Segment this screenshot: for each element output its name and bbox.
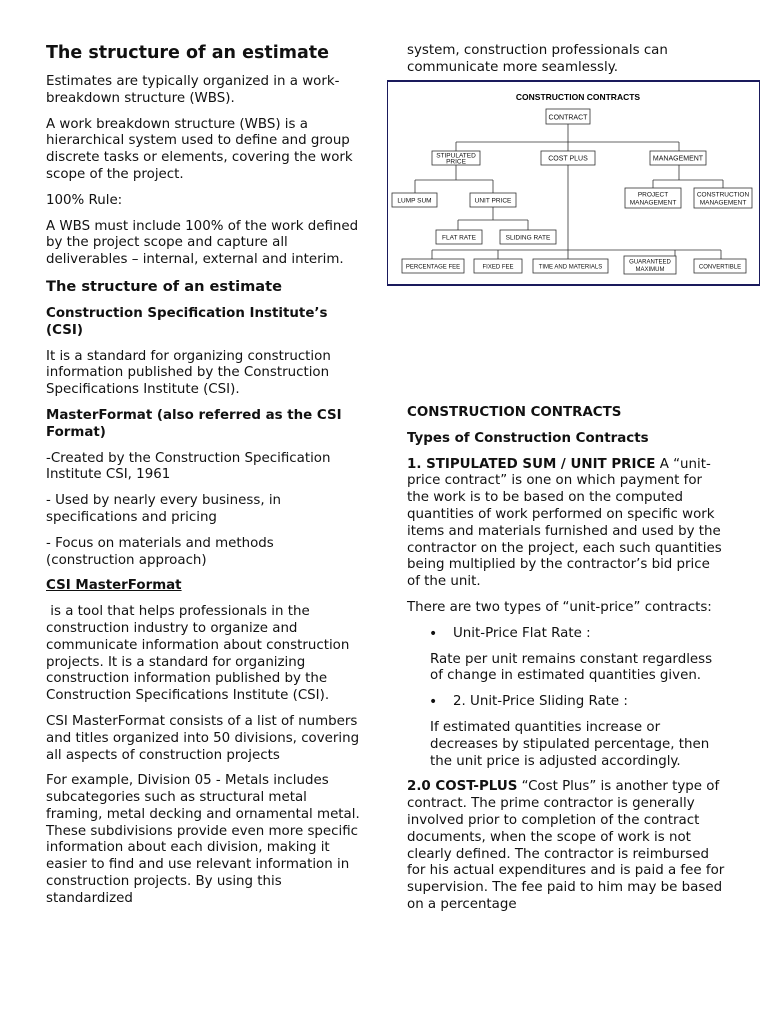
node-flat-rate: FLAT RATE — [442, 234, 476, 242]
right-column-body — [407, 405, 725, 923]
paragraph: Rate per unit remains constant regardless of change in estimated quantities given. — [430, 651, 713, 684]
node-unit-price: UNIT PRICE — [474, 197, 512, 205]
section-title: The structure of an estimate — [46, 277, 283, 295]
bullet-icon: • — [429, 694, 438, 711]
paragraph: -Created by the Construction Specification Institute CSI, 1961 — [46, 450, 331, 483]
node-project-management: PROJECT — [637, 191, 669, 199]
node-stipulated-price: STIPULATED — [436, 152, 476, 160]
paragraph: There are two types of “unit-price” contracts: — [407, 599, 712, 615]
node-percentage-fee: PERCENTAGE FEE — [405, 264, 461, 271]
paragraph: For example, Division 05 - Metals includes subcategories such as structural metal framing, metal decking and ornamental metal. These subdivisions provide even more specific information about each division, making it easier to find and use relevant information in construction projects. By using this standardized — [46, 773, 360, 906]
node-contract: CONTRACT — [548, 114, 588, 122]
bullet-item — [407, 694, 725, 711]
stipulated-sum-heading: 1. STIPULATED SUM / UNIT PRICE — [407, 456, 656, 472]
paragraph: 100% Rule: — [46, 192, 123, 208]
left-column — [46, 0, 364, 917]
cost-plus-heading: 2.0 COST-PLUS — [407, 779, 518, 795]
diagram-title: CONSTRUCTION CONTRACTS — [515, 92, 641, 102]
node-guaranteed-maximum: GUARANTEED — [629, 259, 671, 266]
node-construction-management-line2: MANAGEMENT — [699, 199, 747, 207]
csi-heading: Construction Specification Institute’s (CSI) — [46, 305, 328, 338]
paragraph: - Used by nearly every business, in specifications and pricing — [46, 493, 282, 525]
paragraph: system, construction professionals can communicate more seamlessly. — [407, 43, 668, 75]
node-management: MANAGEMENT — [652, 155, 704, 163]
cost-plus-text: “Cost Plus” is another type of contract. The prime contractor is generally involved prior to completion of the contract documents, when the scope of work is not clearly defined. The contractor is reimbursed for his actual expenditures and is paid a fee for supervision. The fee paid to him may be based on a percentage — [407, 779, 725, 912]
paragraph: If estimated quantities increase or decreases by stipulated percentage, then the unit price is adjusted accordingly. — [430, 719, 710, 769]
node-guaranteed-maximum-line2: MAXIMUM — [635, 267, 665, 273]
stipulated-sum-text: A “unit-price contract” is one on which payment for the work is to be based on the computed quantities of work performed on specific work items and materials furnished and used by the contractor on the project, each such quantities being multiplied by the contractor’s bid price of the unit. — [407, 456, 722, 590]
node-sliding-rate: SLIDING RATE — [505, 234, 551, 242]
paragraph: CSI MasterFormat consists of a list of numbers and titles organized into 50 divisions, covering all aspects of construction projects — [46, 713, 360, 763]
node-construction-management: CONSTRUCTION — [696, 191, 750, 199]
bullet-label: Unit-Price Flat Rate : — [453, 625, 591, 641]
bullet-label: 2. Unit-Price Sliding Rate : — [453, 694, 628, 710]
contracts-heading: CONSTRUCTION CONTRACTS — [407, 405, 622, 420]
masterformat-heading: MasterFormat (also referred as the CSI Format) — [46, 407, 342, 440]
bullet-item — [407, 626, 725, 643]
paragraph — [407, 779, 725, 913]
section-title: The structure of an estimate — [46, 43, 330, 63]
csi-masterformat-heading: CSI MasterFormat — [46, 578, 182, 594]
types-heading: Types of Construction Contracts — [407, 430, 649, 446]
node-project-management-line2: MANAGEMENT — [629, 199, 677, 207]
node-stipulated-price-line2: PRICE — [446, 158, 466, 166]
paragraph — [407, 457, 725, 591]
bullet-icon: • — [429, 625, 438, 642]
node-time-and-materials: TIME AND MATERIALS — [538, 264, 603, 271]
paragraph: - Focus on materials and methods (construction approach) — [46, 535, 274, 568]
paragraph: A work breakdown structure (WBS) is a hierarchical system used to define and group discrete tasks or elements, covering the work scope of the project. — [46, 116, 353, 182]
paragraph: Estimates are typically organized in a work-breakdown structure (WBS). — [46, 74, 340, 106]
paragraph: is a tool that helps professionals in the construction industry to organize and communicate information about construction projects. It is a standard for organizing construction information published by the Construction Specifications Institute (CSI). — [46, 604, 354, 704]
node-convertible: CONVERTIBLE — [698, 264, 742, 271]
paragraph: It is a standard for organizing construction information published by the Construction Specifications Institute (CSI). — [46, 348, 331, 398]
node-lump-sum: LUMP SUM — [397, 197, 432, 205]
contracts-diagram — [387, 80, 760, 286]
paragraph: A WBS must include 100% of the work defined by the project scope and capture all deliverables – internal, external and interim. — [46, 218, 359, 268]
node-cost-plus: COST PLUS — [548, 155, 588, 163]
node-fixed-fee: FIXED FEE — [482, 264, 514, 271]
